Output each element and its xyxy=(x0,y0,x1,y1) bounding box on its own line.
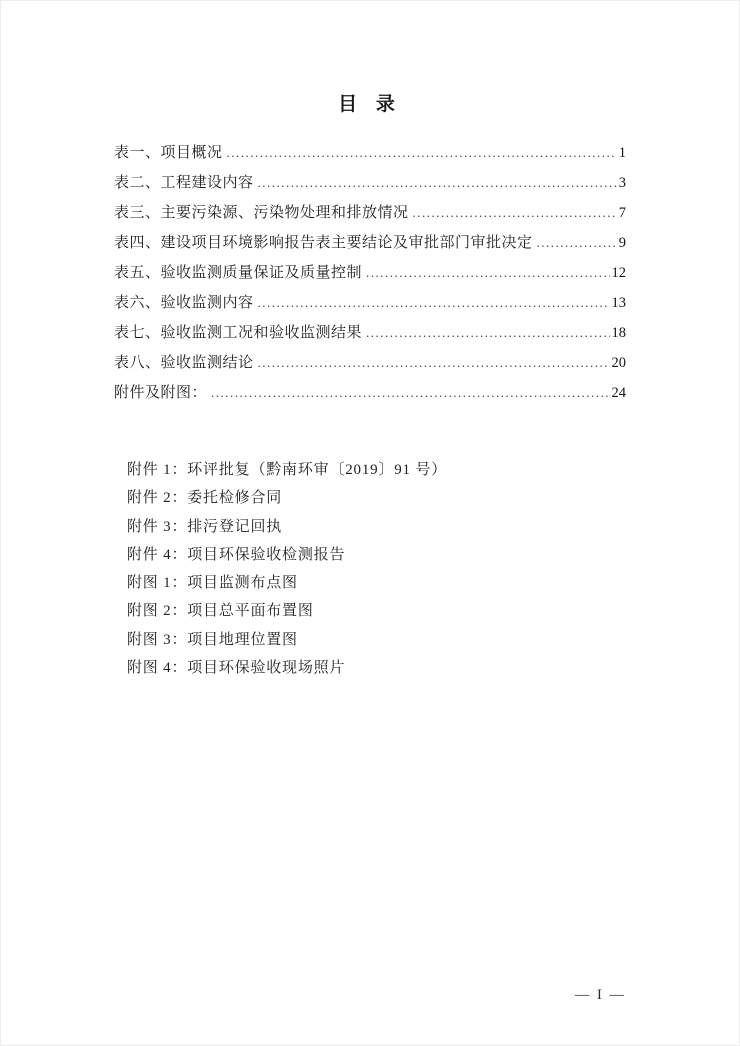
toc-entry xyxy=(114,318,626,348)
toc-entry xyxy=(114,258,626,288)
toc-entry-label: 表八、验收监测结论 xyxy=(114,355,254,371)
toc-dot-leader xyxy=(211,378,609,408)
footer-page-number: — I — xyxy=(574,987,626,1003)
toc-dot-leader xyxy=(413,198,617,228)
toc-entry-page-number: 20 xyxy=(611,355,626,371)
toc-entry xyxy=(114,138,626,168)
toc-dot-leader xyxy=(366,318,609,348)
attachment-item: 附图 1：项目监测布点图 xyxy=(127,575,298,592)
toc-entry-page-number: 3 xyxy=(618,175,626,191)
toc-entry-page-number: 1 xyxy=(618,145,626,161)
toc-entry-page-number: 12 xyxy=(611,265,626,281)
toc-dot-leader xyxy=(366,258,609,288)
attachment-item: 附件 3：排污登记回执 xyxy=(127,518,283,535)
toc-entry-label: 表三、主要污染源、污染物处理和排放情况 xyxy=(114,205,409,221)
attachment-item: 附件 1：环评批复（黔南环审〔2019〕91 号） xyxy=(127,462,448,478)
toc-entry xyxy=(114,288,626,318)
attachment-item: 附图 4：项目环保验收现场照片 xyxy=(127,660,346,677)
toc-entry xyxy=(114,348,626,378)
toc-entry xyxy=(114,168,626,198)
toc-entry-label: 表七、验收监测工况和验收监测结果 xyxy=(114,325,363,341)
toc-entry xyxy=(114,198,626,228)
toc-entry-label: 表二、工程建设内容 xyxy=(114,175,254,191)
toc-dot-leader xyxy=(258,348,610,378)
toc-entry-label: 表五、验收监测质量保证及质量控制 xyxy=(114,265,363,281)
toc-entry-page-number: 13 xyxy=(611,295,626,311)
page-title: 目 录 xyxy=(338,94,402,115)
toc-entry-page-number: 24 xyxy=(611,385,626,401)
toc-dot-leader xyxy=(227,138,617,168)
toc-dot-leader xyxy=(258,288,610,318)
toc-entry xyxy=(114,228,626,258)
toc-dot-leader xyxy=(258,168,617,198)
toc-entry xyxy=(114,378,626,408)
toc-entry-page-number: 7 xyxy=(618,205,626,221)
toc-entry-page-number: 18 xyxy=(611,325,626,341)
toc-entry-label: 表一、项目概况 xyxy=(114,145,223,161)
attachment-item: 附图 3：项目地理位置图 xyxy=(127,631,298,648)
toc-entry-label: 附件及附图： xyxy=(114,385,208,401)
attachment-item: 附件 4：项目环保验收检测报告 xyxy=(127,546,346,563)
toc-entry-label: 表四、建设项目环境影响报告表主要结论及审批部门审批决定 xyxy=(114,235,533,251)
toc-entry-label: 表六、验收监测内容 xyxy=(114,295,254,311)
attachment-item: 附件 2：委托检修合同 xyxy=(127,490,283,507)
attachment-item: 附图 2：项目总平面布置图 xyxy=(127,603,314,620)
toc-entry-page-number: 9 xyxy=(618,235,626,251)
toc-dot-leader xyxy=(537,228,617,258)
table-of-contents xyxy=(114,138,626,408)
attachment-list xyxy=(127,456,739,682)
